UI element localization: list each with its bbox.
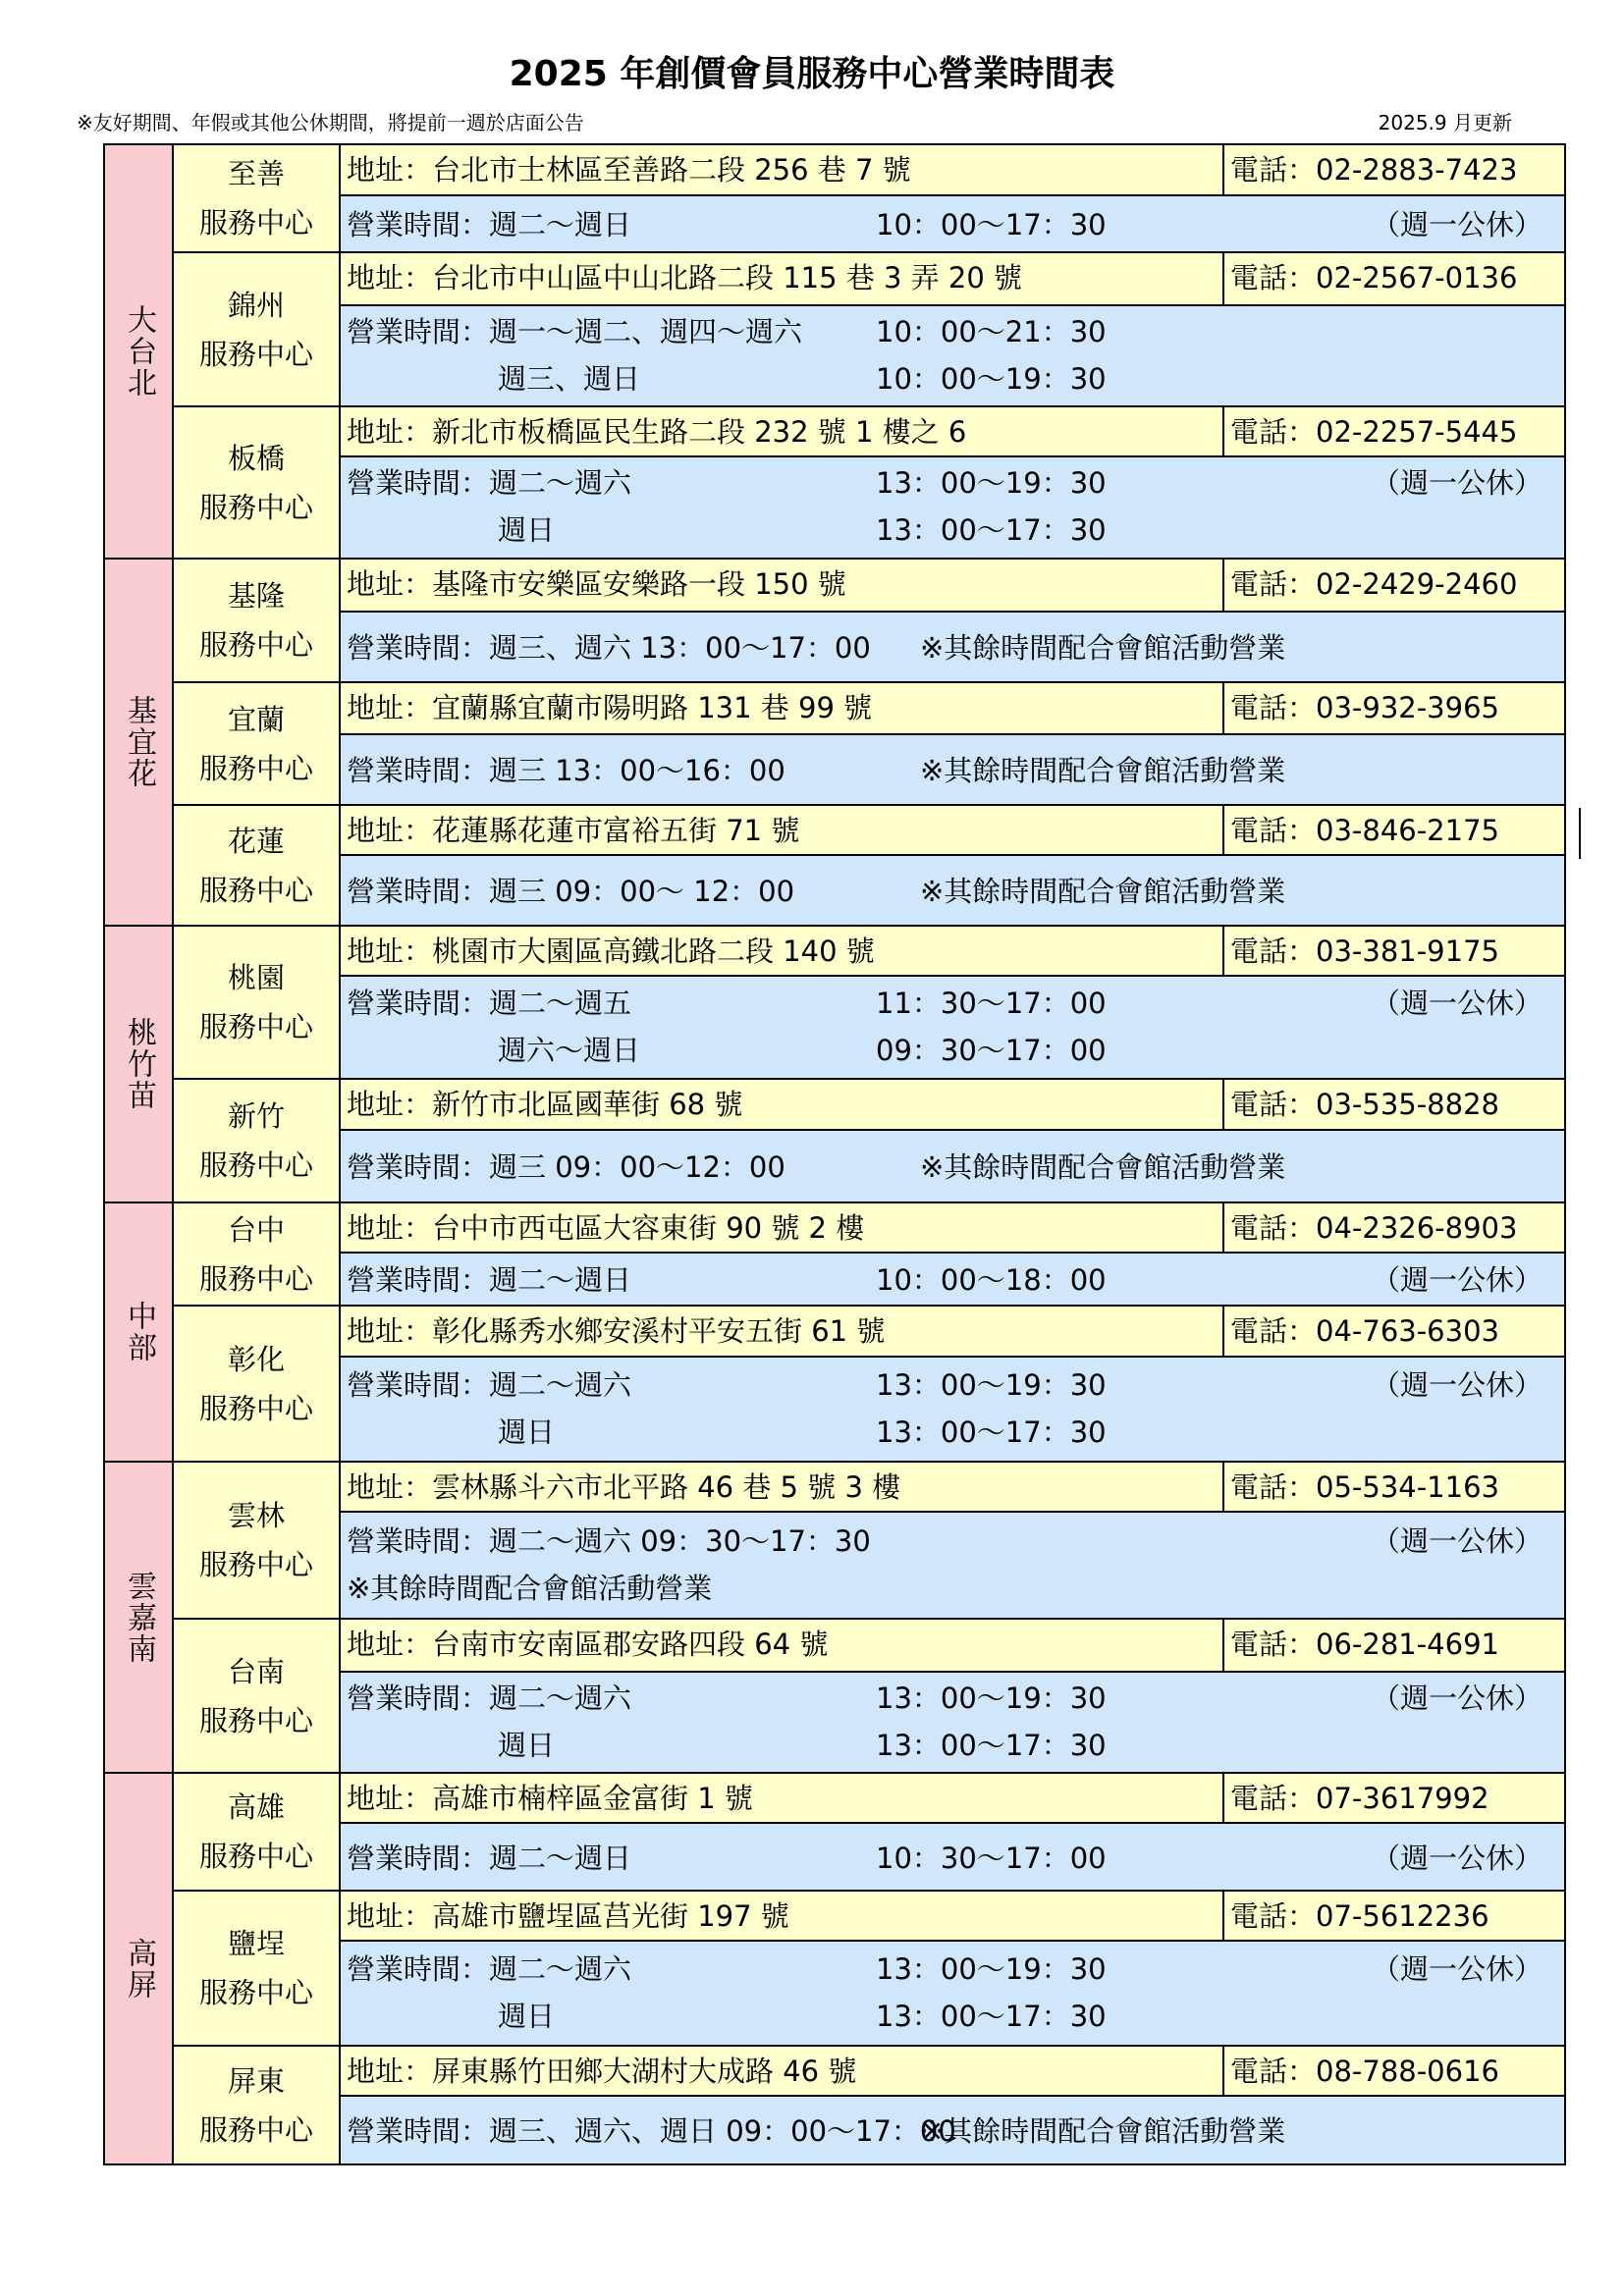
region-name: 中部 [122,1301,156,1363]
phone-cell [1222,558,1566,613]
address-text: 地址：雲林縣斗六市北平路 46 巷 5 號 3 樓 [347,1470,901,1504]
center-name-cell [172,804,341,927]
phone-text: 電話：02-2567-0136 [1230,261,1518,294]
closed-day-note: （週一公休） [1371,1682,1543,1715]
center-suffix: 服務中心 [198,751,313,785]
hours-label: ※其餘時間配合會館活動營業 [347,1572,713,1605]
center-name: 新竹 [227,1099,285,1133]
center-name-cell [172,925,341,1080]
extra-hours-note: ※其餘時間配合會館活動營業 [920,1150,1286,1184]
phone-text: 電話：07-3617992 [1230,1782,1489,1815]
phone-text: 電話：02-2429-2460 [1230,567,1518,601]
address-cell [339,2045,1224,2097]
hours-label: 營業時間：週二～週六 [347,1682,632,1715]
center-name: 基隆 [227,579,285,613]
address-text: 地址：新北市板橋區民生路二段 232 號 1 樓之 6 [347,415,967,449]
hours-line [341,1143,1564,1192]
region-name: 桃竹苗 [122,1017,156,1111]
center-name-cell [172,558,341,683]
center-name: 宜蘭 [227,702,285,736]
center-suffix: 服務中心 [198,1010,313,1043]
address-cell [339,1078,1224,1131]
hours-label: 營業時間：週一～週二、週四～週六 [347,315,803,348]
address-text: 地址：台北市中山區中山北路二段 115 巷 3 弄 20 號 [347,261,1023,294]
address-text: 地址：高雄市楠梓區金富街 1 號 [347,1782,753,1815]
phone-text: 電話：04-2326-8903 [1230,1211,1518,1245]
phone-text: 電話：07-5612236 [1230,1899,1489,1933]
center-suffix: 服務中心 [198,206,313,240]
address-text: 地址：屏東縣竹田鄉大湖村大成路 46 號 [347,2055,857,2088]
phone-cell [1222,1305,1566,1358]
center-name: 花蓮 [227,824,285,858]
hours-cell [339,611,1566,683]
region-name: 基宜花 [122,695,156,789]
closed-day-note: （週一公休） [1371,1368,1543,1402]
hours-time: 13：00～19：30 [876,1682,1107,1715]
phone-cell [1222,1078,1566,1131]
hours-line [341,1255,1564,1305]
extra-hours-note: ※其餘時間配合會館活動營業 [920,754,1286,787]
center-suffix: 服務中心 [198,1703,313,1737]
hours-line [341,1721,1564,1770]
hours-time: 13：00～17：30 [876,513,1107,547]
phone-text: 電話：03-535-8828 [1230,1088,1499,1121]
hours-time: 13：00～17：30 [876,2000,1107,2033]
center-name-cell [172,1078,341,1203]
center-name-cell [172,1461,341,1620]
hours-cell [339,1356,1566,1463]
hours-cell [339,1511,1566,1620]
hours-label: 週日 [498,1415,556,1449]
extra-hours-note: ※其餘時間配合會館活動營業 [920,2114,1286,2148]
phone-text: 電話：03-846-2175 [1230,814,1499,847]
phone-text: 電話：02-2257-5445 [1230,415,1518,449]
center-suffix: 服務中心 [198,1148,313,1182]
center-name-cell [172,143,341,253]
hours-table [103,143,1564,2163]
hours-time: 10：00～21：30 [876,315,1107,348]
phone-text: 電話：08-788-0616 [1230,2055,1499,2088]
closed-day-note: （週一公休） [1371,987,1543,1020]
center-suffix: 服務中心 [198,2112,313,2147]
hours-cell [339,304,1566,407]
hours-cell [339,194,1566,253]
address-cell [339,925,1224,977]
phone-cell [1222,2045,1566,2097]
hours-line [341,1564,1564,1613]
center-name: 鹽埕 [227,1927,285,1960]
address-cell [339,681,1224,735]
hours-line [341,1834,1564,1883]
hours-label: 營業時間：週二～週日 [347,208,632,241]
hours-time: 13：00～17：30 [876,1415,1107,1449]
hours-time: 10：00～17：30 [876,208,1107,241]
address-cell [339,1618,1224,1673]
hours-line [341,623,1564,672]
hours-cell [339,1940,1566,2047]
hours-label: 營業時間：週三 13：00～16：00 [347,754,785,787]
hours-cell [339,1671,1566,1774]
hours-label: 營業時間：週三 09：00～12：00 [347,1150,785,1184]
page-title: 2025 年創價會員服務中心營業時間表 [509,54,1115,94]
hours-time: 13：00～17：30 [876,1729,1107,1762]
phone-cell [1222,1618,1566,1673]
center-name-cell [172,1618,341,1774]
hours-label: 營業時間：週三、週六、週日 09：00～17：00 [347,2114,956,2148]
address-text: 地址：桃園市大園區高鐵北路二段 140 號 [347,934,875,968]
hours-label: 營業時間：週二～週六 [347,1952,632,1986]
address-cell [339,1772,1224,1824]
address-text: 地址：花蓮縣花蓮市富裕五街 71 號 [347,814,800,847]
phone-text: 電話：05-534-1163 [1230,1470,1499,1504]
hours-time: 13：00～19：30 [876,1952,1107,1986]
center-name: 彰化 [227,1342,285,1376]
hours-cell [339,854,1566,927]
hours-line [341,506,1564,555]
phone-cell [1222,1772,1566,1824]
address-text: 地址：宜蘭縣宜蘭市陽明路 131 巷 99 號 [347,691,873,724]
center-name: 至善 [227,157,285,190]
region-cell [103,558,174,927]
phone-text: 電話：03-932-3965 [1230,691,1499,724]
center-suffix: 服務中心 [198,1840,313,1873]
center-name-cell [172,1201,341,1307]
hours-line [341,1992,1564,2041]
center-suffix: 服務中心 [198,1391,313,1425]
hours-time: 13：00～19：30 [876,1368,1107,1402]
center-name-cell [172,681,341,806]
phone-cell [1222,681,1566,735]
closed-day-note: （週一公休） [1371,466,1543,500]
phone-cell [1222,251,1566,306]
hours-label: 週日 [498,513,556,547]
region-cell [103,1772,174,2165]
closed-day-note: （週一公休） [1371,208,1543,241]
hours-line [341,867,1564,916]
phone-cell [1222,1890,1566,1942]
address-text: 地址：台中市西屯區大容東街 90 號 2 樓 [347,1211,865,1245]
address-cell [339,1305,1224,1358]
center-name: 錦州 [227,288,285,322]
center-suffix: 服務中心 [198,490,313,524]
hours-label: 週日 [498,1729,556,1762]
hours-label: 營業時間：週三、週六 13：00～17：00 [347,631,871,665]
hours-label: 營業時間：週二～週六 [347,1368,632,1402]
hours-line [341,1408,1564,1457]
address-cell [339,1461,1224,1513]
region-cell [103,1461,174,1774]
hours-line [341,979,1564,1028]
extra-hours-note: ※其餘時間配合會館活動營業 [920,875,1286,908]
phone-cell [1222,1201,1566,1254]
center-name: 屏東 [227,2063,285,2098]
hours-label: 營業時間：週二～週六 09：30～17：30 [347,1524,871,1558]
hours-line [341,307,1564,356]
address-text: 地址：台南市安南區郡安路四段 64 號 [347,1628,829,1661]
hours-line [341,1674,1564,1723]
center-name-cell [172,1305,341,1463]
region-cell [103,1201,174,1463]
phone-text: 電話：02-2883-7423 [1230,153,1518,187]
center-name-cell [172,405,341,560]
phone-cell [1222,925,1566,977]
center-suffix: 服務中心 [198,873,313,907]
address-cell [339,558,1224,613]
hours-cell [339,2095,1566,2165]
holiday-note: ※友好期間、年假或其他公休期間，將提前一週於店面公告 [77,111,584,134]
hours-label: 營業時間：週二～週五 [347,987,632,1020]
center-name: 高雄 [227,1790,285,1824]
phone-cell [1222,143,1566,196]
hours-time: 09：30～17：00 [876,1034,1107,1067]
center-name: 板橋 [227,441,285,475]
center-name-cell [172,1772,341,1892]
closed-day-note: （週一公休） [1371,1842,1543,1875]
address-text: 地址：高雄市鹽埕區莒光街 197 號 [347,1899,789,1933]
hours-label: 營業時間：週二～週日 [347,1263,632,1297]
center-suffix: 服務中心 [198,1976,313,2009]
hours-label: 週日 [498,2000,556,2033]
region-name: 大台北 [122,304,156,399]
hours-time: 10：30～17：00 [876,1842,1107,1875]
center-name-cell [172,251,341,407]
hours-label: 營業時間：週二～週六 [347,466,632,500]
hours-cell [339,1252,1566,1307]
hours-line [341,1517,1564,1566]
hours-label: 週六～週日 [498,1034,641,1067]
center-suffix: 服務中心 [198,1261,313,1296]
closed-day-note: （週一公休） [1371,1524,1543,1558]
phone-cell [1222,804,1566,856]
hours-label: 營業時間：週二～週日 [347,1842,632,1875]
hours-line [341,354,1564,403]
hours-line [341,458,1564,507]
address-cell [339,804,1224,856]
hours-time: 10：00～19：30 [876,362,1107,396]
hours-line [341,1945,1564,1994]
center-suffix: 服務中心 [198,628,313,662]
address-cell [339,251,1224,306]
address-cell [339,1201,1224,1254]
hours-cell [339,1822,1566,1892]
hours-line [341,746,1564,795]
hours-cell [339,1129,1566,1203]
center-name: 台南 [227,1654,285,1688]
center-suffix: 服務中心 [198,337,313,371]
hours-label: 週三、週日 [498,362,641,396]
region-name: 雲嘉南 [122,1570,156,1665]
hours-time: 13：00～19：30 [876,466,1107,500]
address-text: 地址：基隆市安樂區安樂路一段 150 號 [347,567,846,601]
phone-text: 電話：03-381-9175 [1230,934,1499,968]
phone-cell [1222,1461,1566,1513]
hours-line [341,2107,1564,2156]
phone-text: 電話：04-763-6303 [1230,1314,1499,1348]
hours-line [341,1026,1564,1075]
closed-day-note: （週一公休） [1371,1952,1543,1986]
region-cell [103,925,174,1203]
closed-day-note: （週一公休） [1371,1263,1543,1297]
center-name: 桃園 [227,961,285,994]
phone-cell [1222,405,1566,457]
hours-time: 11：30～17：00 [876,987,1107,1020]
hours-cell [339,733,1566,806]
hours-time: 10：00～18：00 [876,1263,1107,1297]
updated-date: 2025.9 月更新 [1378,111,1512,134]
address-cell [339,405,1224,457]
address-cell [339,1890,1224,1942]
hours-line [341,200,1564,249]
hours-cell [339,455,1566,560]
divider-mark [1579,808,1581,859]
center-name-cell [172,2045,341,2165]
region-name: 高屏 [122,1937,156,2001]
extra-hours-note: ※其餘時間配合會館活動營業 [920,631,1286,665]
phone-text: 電話：06-281-4691 [1230,1628,1499,1661]
address-text: 地址：台北市士林區至善路二段 256 巷 7 號 [347,153,911,187]
hours-cell [339,975,1566,1080]
center-suffix: 服務中心 [198,1548,313,1581]
center-name-cell [172,1890,341,2047]
address-text: 地址：新竹市北區國華街 68 號 [347,1088,743,1121]
hours-line [341,1361,1564,1410]
hours-label: 營業時間：週三 09：00～ 12：00 [347,875,795,908]
address-text: 地址：彰化縣秀水鄉安溪村平安五街 61 號 [347,1314,886,1348]
center-name: 台中 [227,1212,285,1247]
center-name: 雲林 [227,1499,285,1532]
region-cell [103,143,174,560]
address-cell [339,143,1224,196]
